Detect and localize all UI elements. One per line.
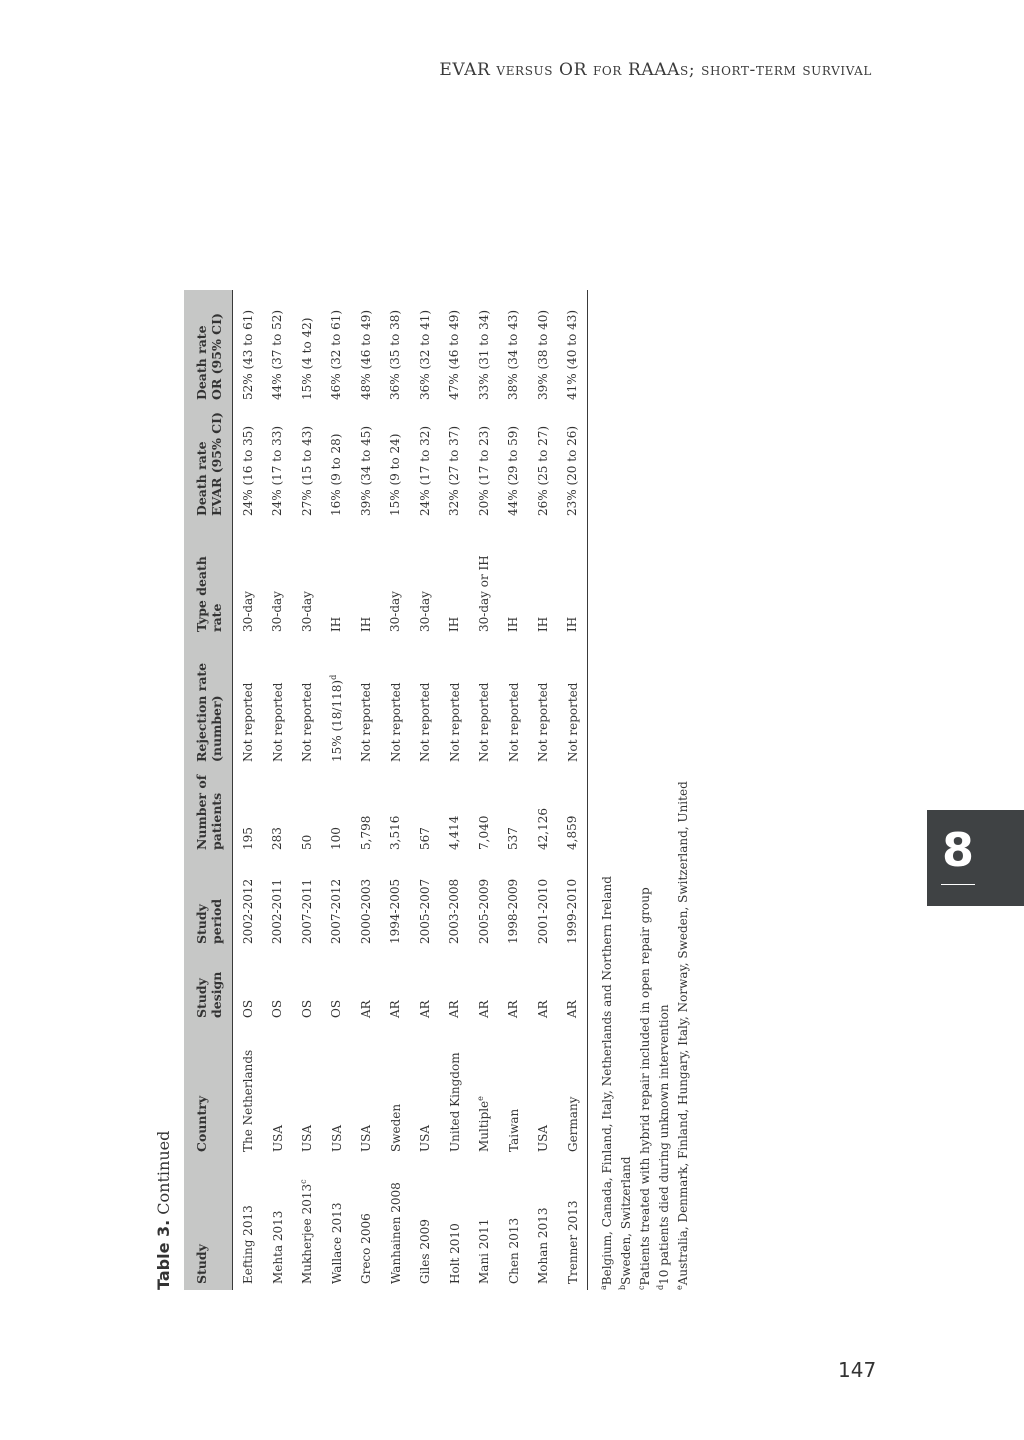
row-death-rate-evar: 24% (16 to 35) xyxy=(240,425,255,516)
row-type-death-rate: 30-day xyxy=(270,591,285,632)
row-study: Eefting 2013 xyxy=(241,1205,256,1284)
row-study-design: AR xyxy=(447,1000,462,1018)
table-row xyxy=(440,290,470,1290)
row-number-of-patients: 567 xyxy=(417,827,432,850)
row-study-design: AR xyxy=(417,1000,432,1018)
row-type-death-rate: IH xyxy=(535,616,550,632)
row-death-rate-or: 44% (37 to 52) xyxy=(270,309,285,400)
footnote-text: Patients treated with hybrid repair included in open repair group xyxy=(638,887,652,1286)
footnote-mark: a xyxy=(599,1285,608,1290)
footnote xyxy=(596,590,615,1290)
chapter-tab-rule xyxy=(941,884,975,885)
row-study: Mani 2011 xyxy=(477,1218,492,1284)
footnote xyxy=(634,590,653,1290)
row-death-rate-evar: 24% (17 to 32) xyxy=(417,425,432,516)
row-type-death-rate: 30-day xyxy=(299,591,314,632)
row-study-period: 2005-2009 xyxy=(476,878,491,944)
row-study-period: 2000-2003 xyxy=(358,878,373,944)
row-type-death-rate: IH xyxy=(506,616,521,632)
running-head: EVAR versus OR for RAAAs; short-term survival xyxy=(439,60,872,80)
row-country: USA xyxy=(536,1125,551,1152)
row-death-rate-or: 33% (31 to 34) xyxy=(476,309,491,400)
table-row xyxy=(558,290,588,1290)
row-country: USA xyxy=(270,1125,285,1152)
row-death-rate-or: 15% (4 to 42) xyxy=(299,317,314,400)
row-death-rate-evar: 20% (17 to 23) xyxy=(476,425,491,516)
row-death-rate-or: 38% (34 to 43) xyxy=(506,309,521,400)
footnote-mark: b xyxy=(618,1284,627,1290)
row-rejection-rate: Not reported xyxy=(270,682,285,762)
row-country: USA xyxy=(329,1125,344,1152)
header-study-design: Study design xyxy=(184,950,233,1024)
table-row xyxy=(381,290,411,1290)
table-row xyxy=(410,290,440,1290)
row-country: USA xyxy=(300,1125,315,1152)
row-country: Multiple$^e$ xyxy=(476,1096,492,1152)
header-type-death-rate: Type death rate xyxy=(184,522,233,638)
row-study-period: 2007-2011 xyxy=(299,878,314,944)
table-row xyxy=(233,290,263,1290)
footnote-mark: d xyxy=(656,1284,665,1290)
table-row xyxy=(528,290,558,1290)
row-rejection-rate: Not reported xyxy=(477,682,492,762)
row-study-period: 2001-2010 xyxy=(535,878,550,944)
row-study-period: 1998-2009 xyxy=(506,878,521,944)
row-study: Mehta 2013 xyxy=(270,1210,285,1284)
row-rejection-rate: Not reported xyxy=(300,682,315,762)
row-type-death-rate: IH xyxy=(558,522,588,638)
row-study-period: 2005-2007 xyxy=(417,878,432,944)
row-study: Trenner 2013 xyxy=(558,1158,588,1290)
row-death-rate-evar: 39% (34 to 45) xyxy=(358,425,373,516)
row-country: USA xyxy=(359,1125,374,1152)
row-death-rate-or: 52% (43 to 61) xyxy=(240,309,255,400)
header-rejection-rate: Rejection rate (number) xyxy=(184,638,233,768)
row-number-of-patients: 7,040 xyxy=(476,815,491,850)
row-number-of-patients: 4,414 xyxy=(447,815,462,850)
footnote-mark: e xyxy=(675,1285,684,1290)
row-number-of-patients: 195 xyxy=(240,827,255,850)
row-rejection-rate: Not reported xyxy=(241,682,256,762)
row-rejection-rate: 15% $(18/118)^d$ xyxy=(328,674,344,762)
row-study: Greco 2006 xyxy=(359,1213,374,1284)
row-study-design: AR xyxy=(388,1000,403,1018)
row-rejection-rate: Not reported xyxy=(388,682,403,762)
row-study: Wallace 2013 xyxy=(329,1202,344,1284)
row-country: The Netherlands xyxy=(241,1049,256,1152)
row-number-of-patients: 42,126 xyxy=(535,808,550,850)
row-death-rate-or: 47% (46 to 49) xyxy=(447,309,462,400)
row-country: Taiwan xyxy=(506,1108,521,1152)
row-number-of-patients: 3,516 xyxy=(388,815,403,850)
header-number-of-patients: Number of patients xyxy=(184,768,233,856)
row-country: Sweden xyxy=(388,1103,403,1152)
row-type-death-rate: 30-day xyxy=(417,591,432,632)
row-type-death-rate: IH xyxy=(358,616,373,632)
row-type-death-rate: 30-day or IH xyxy=(476,555,491,632)
row-death-rate-or: 36% (32 to 41) xyxy=(417,309,432,400)
footnote xyxy=(672,590,691,1290)
row-death-rate-or: 46% (32 to 61) xyxy=(329,309,344,400)
table-caption-label: Table 3. xyxy=(154,1219,173,1290)
row-number-of-patients: 50 xyxy=(299,834,314,850)
header-study-period: Study period xyxy=(184,856,233,950)
table-footnotes xyxy=(596,590,691,1290)
footnote-marker: d xyxy=(328,674,338,680)
row-study-design: AR xyxy=(558,950,588,1024)
row-study-design: AR xyxy=(535,1000,550,1018)
footnote-text: Australia, Denmark, Finland, Hungary, Italy, Norway, Sweden, Switzerland, United xyxy=(676,781,690,1286)
row-death-rate-or: 36% (35 to 38) xyxy=(388,309,403,400)
row-study: Chen 2013 xyxy=(506,1217,521,1284)
row-death-rate-evar: 16% (9 to 28) xyxy=(329,433,344,516)
row-study-period: 1999-2010 xyxy=(558,856,588,950)
row-number-of-patients: 537 xyxy=(506,827,521,850)
table-caption xyxy=(154,1131,173,1290)
row-study-period: 2003-2008 xyxy=(447,878,462,944)
row-country: USA xyxy=(418,1125,433,1152)
footnote xyxy=(653,590,672,1290)
row-study-period: 1994-2005 xyxy=(388,878,403,944)
row-rejection-rate: Not reported xyxy=(359,682,374,762)
header-study: Study xyxy=(184,1158,233,1290)
row-death-rate-evar: 15% (9 to 24) xyxy=(388,433,403,516)
row-study-design: AR xyxy=(506,1000,521,1018)
row-number-of-patients: 100 xyxy=(329,827,344,850)
row-rejection-rate: Not reported xyxy=(536,682,551,762)
table-row xyxy=(292,290,322,1290)
table-caption-text: Continued xyxy=(154,1130,173,1215)
row-type-death-rate: 30-day xyxy=(240,591,255,632)
table-row xyxy=(263,290,293,1290)
chapter-number: 8 xyxy=(941,823,974,877)
row-study-design: AR xyxy=(358,1000,373,1018)
header-death-rate-evar: Death rate EVAR (95% CI) xyxy=(184,406,233,522)
footnote-marker: c xyxy=(299,1179,309,1184)
row-study-design: AR xyxy=(476,1000,491,1018)
chapter-tab xyxy=(927,810,1024,906)
row-type-death-rate: 30-day xyxy=(388,591,403,632)
header-death-rate-or: Death rate OR (95% CI) xyxy=(184,290,233,406)
table-row xyxy=(351,290,381,1290)
page-number: 147 xyxy=(838,1358,877,1382)
row-number-of-patients: 5,798 xyxy=(358,815,373,850)
row-study-period: 2002-2011 xyxy=(270,878,285,944)
row-number-of-patients: 283 xyxy=(270,827,285,850)
rotated-table-block xyxy=(148,130,708,1300)
row-study-period: 2007-2012 xyxy=(329,878,344,944)
footnote-marker: e xyxy=(476,1096,486,1101)
study-table xyxy=(184,290,588,1290)
row-study: Wanhainen 2008 xyxy=(388,1182,403,1284)
row-death-rate-evar: 32% (27 to 37) xyxy=(447,425,462,516)
row-country: United Kingdom xyxy=(447,1052,462,1152)
row-type-death-rate: IH xyxy=(447,616,462,632)
row-study-period: 2002-2012 xyxy=(240,878,255,944)
table-row xyxy=(469,290,499,1290)
row-death-rate-evar: 23% (20 to 26) xyxy=(558,406,588,522)
row-number-of-patients: 4,859 xyxy=(558,768,588,856)
header-country: Country xyxy=(184,1024,233,1158)
row-study-design: OS xyxy=(270,999,285,1018)
row-death-rate-or: 39% (38 to 40) xyxy=(535,309,550,400)
row-rejection-rate: Not reported xyxy=(506,682,521,762)
row-rejection-rate: Not reported xyxy=(558,638,588,768)
row-death-rate-evar: 44% (29 to 59) xyxy=(506,425,521,516)
row-rejection-rate: Not reported xyxy=(447,682,462,762)
footnote-mark: c xyxy=(637,1285,646,1290)
row-death-rate-or: 41% (40 to 43) xyxy=(558,290,588,406)
row-death-rate-evar: 27% (15 to 43) xyxy=(299,425,314,516)
row-study-design: OS xyxy=(240,999,255,1018)
row-death-rate-or: 48% (46 to 49) xyxy=(358,309,373,400)
footnote-text: Sweden, Switzerland xyxy=(619,1156,633,1285)
row-study: Giles 2009 xyxy=(418,1219,433,1284)
row-country: Germany xyxy=(558,1024,588,1158)
footnote xyxy=(615,590,634,1290)
row-study: Holt 2010 xyxy=(447,1223,462,1284)
row-study-design: OS xyxy=(329,999,344,1018)
footnote-text: Belgium, Canada, Finland, Italy, Netherlands and Northern Ireland xyxy=(600,876,614,1286)
row-study-design: OS xyxy=(299,999,314,1018)
row-death-rate-evar: 24% (17 to 33) xyxy=(270,425,285,516)
footnote-text: 10 patients died during unknown intervention xyxy=(657,1004,671,1285)
row-study: Mohan 2013 xyxy=(536,1207,551,1284)
row-rejection-rate: Not reported xyxy=(418,682,433,762)
row-type-death-rate: IH xyxy=(329,616,344,632)
row-study: Mukherjee 2013$^c$ xyxy=(299,1179,315,1284)
table-row xyxy=(322,290,352,1290)
row-death-rate-evar: 26% (25 to 27) xyxy=(535,425,550,516)
table-row xyxy=(499,290,529,1290)
table-header-row xyxy=(184,290,233,1290)
